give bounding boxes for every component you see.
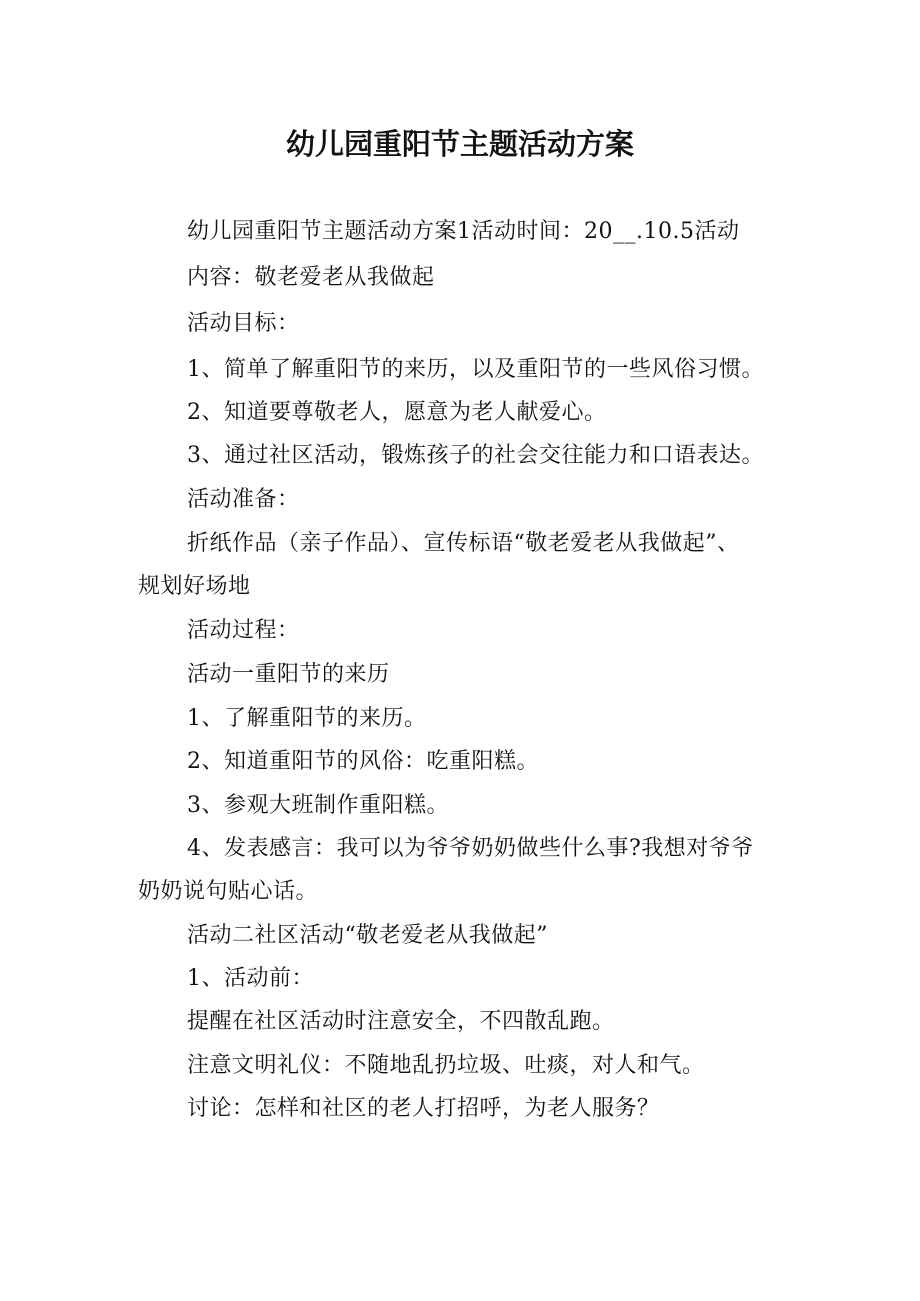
paragraph-line-intro: 幼儿园重阳节主题活动方案1活动时间：20__.10.5活动 [187, 219, 740, 244]
document-title: 幼儿园重阳节主题活动方案 [285, 127, 634, 161]
activity-one-item-3: 3、参观大班制作重阳糕。 [187, 793, 449, 818]
activity-two-discussion: 讨论：怎样和社区的老人打招呼，为老人服务？ [187, 1096, 660, 1121]
section-heading-process: 活动过程： [187, 618, 300, 643]
activity-one-item-4: 4、发表感言：我可以为爷爷奶奶做些什么事?我想对爷爷 [187, 836, 754, 861]
activity-one-item-4-cont: 奶奶说句贴心话。 [138, 879, 319, 904]
activity-one-heading: 活动一重阳节的来历 [187, 662, 390, 687]
section-heading-preparation: 活动准备： [187, 487, 300, 512]
paragraph-line-content: 内容：敬老爱老从我做起 [187, 265, 435, 290]
goal-item-3: 3、通过社区活动，锻炼孩子的社会交往能力和口语表达。 [187, 443, 764, 468]
preparation-line-1: 折纸作品（亲子作品）、宣传标语“敬老爱老从我做起”、 [187, 531, 740, 556]
activity-one-item-1: 1、了解重阳节的来历。 [187, 706, 427, 731]
activity-two-heading: 活动二社区活动“敬老爱老从我做起” [187, 923, 548, 948]
activity-two-safety: 提醒在社区活动时注意安全，不四散乱跑。 [187, 1009, 615, 1034]
goal-item-2: 2、知道要尊敬老人，愿意为老人献爱心。 [187, 400, 607, 425]
goal-item-1: 1、简单了解重阳节的来历，以及重阳节的一些风俗习惯。 [187, 357, 764, 382]
section-heading-goals: 活动目标： [187, 311, 300, 336]
activity-two-etiquette: 注意文明礼仪：不随地乱扔垃圾、吐痰，对人和气。 [187, 1053, 705, 1078]
preparation-line-2: 规划好场地 [138, 574, 251, 599]
activity-two-item-1: 1、活动前： [187, 966, 314, 991]
activity-one-item-2: 2、知道重阳节的风俗：吃重阳糕。 [187, 749, 539, 774]
